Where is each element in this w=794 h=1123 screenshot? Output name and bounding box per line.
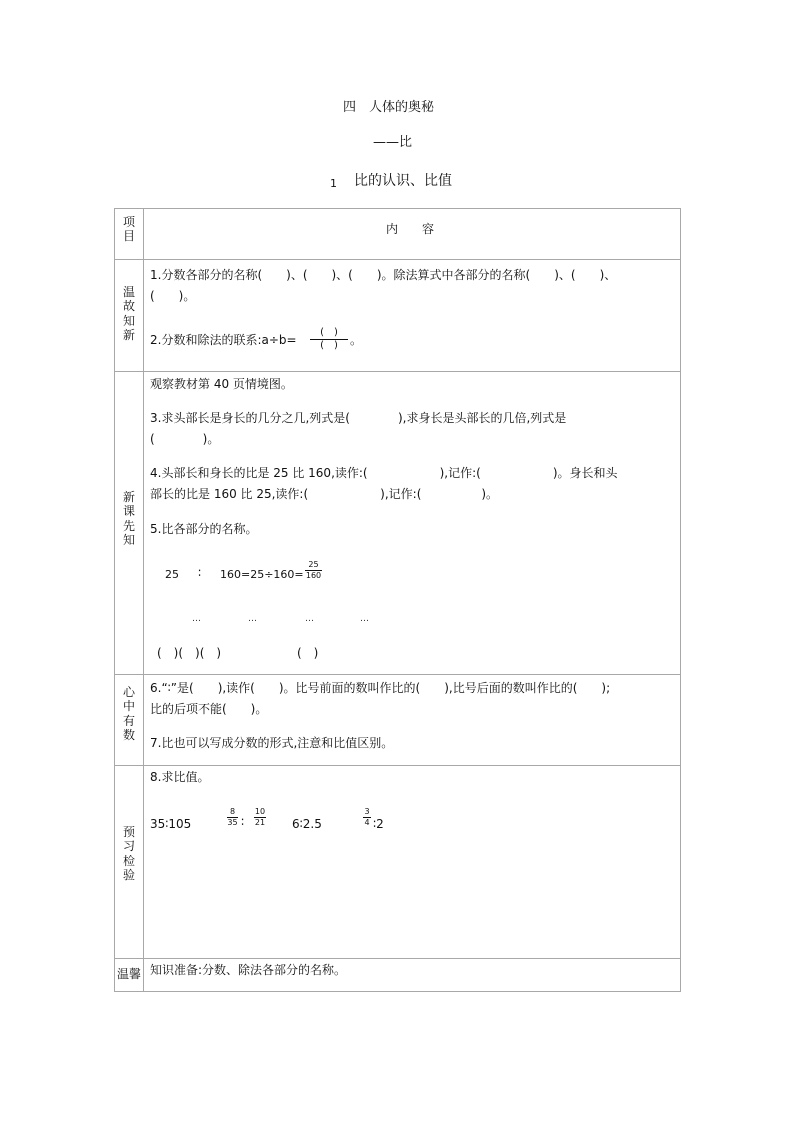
- section-label-review: 温 故 知 新: [122, 285, 135, 343]
- subtitle: ——比: [373, 135, 413, 150]
- ratio-fraction: [305, 561, 322, 580]
- question-7: 7.比也可以写成分数的形式,注意和比值区别。: [150, 736, 394, 750]
- question-4-line1: 4.头部长和身长的比是 25 比 160,读作:( ),记作:( )。身长和头: [150, 466, 618, 480]
- lesson-number: 1: [330, 177, 337, 190]
- leader-dots-3: …: [305, 614, 316, 624]
- question-1-line1: 1.分数各部分的名称( )、( )、( )。除法算式中各部分的名称( )、( )、: [150, 268, 617, 282]
- leader-dots-2: …: [248, 614, 259, 624]
- leader-dots-4: …: [360, 614, 371, 624]
- fraction-denominator: 35: [227, 818, 238, 827]
- answer-blanks-left: ( )( )( ): [157, 646, 222, 660]
- fraction-denominator: 4: [364, 818, 370, 827]
- exercise-1: 35∶105: [150, 817, 192, 831]
- question-2-suffix: 。: [350, 333, 363, 347]
- section-label-tip: 温馨: [116, 967, 141, 981]
- intro-line: 观察教材第 40 页情境图。: [150, 377, 293, 391]
- section-label-mind: 心 中 有 数: [122, 685, 135, 743]
- fraction-numerator: 3: [364, 807, 370, 816]
- exercise-2-fraction-a: [227, 808, 238, 827]
- fraction-numerator: 25: [308, 560, 319, 569]
- question-3-line2: ( )。: [150, 432, 220, 446]
- leader-dots-1: …: [192, 614, 203, 624]
- fraction-numerator: 10: [254, 807, 266, 816]
- question-1-line2: ( )。: [150, 289, 196, 303]
- exercise-3: 6∶2.5: [292, 817, 322, 831]
- exercise-4-rest: ∶2: [373, 817, 384, 831]
- fraction-numerator: 8: [229, 807, 236, 816]
- ratio-equation: 160=25÷160=: [220, 568, 304, 581]
- header-col-content: 内 容: [386, 222, 435, 236]
- question-4-line2: 部长的比是 160 比 25,读作:( ),记作:( )。: [150, 487, 499, 501]
- ratio-term-a: 25: [165, 568, 179, 581]
- fraction-denominator: 160: [305, 571, 322, 580]
- question-8: 8.求比值。: [150, 770, 210, 784]
- exercise-2-fraction-b: [254, 808, 266, 827]
- exercise-2-colon: ∶: [241, 815, 245, 829]
- fraction-numerator: ( ): [320, 327, 338, 338]
- unit-title: 四 人体的奥秘: [343, 100, 435, 115]
- question-2-prefix: 2.分数和除法的联系:a÷b=: [150, 333, 297, 347]
- fraction-denominator: 21: [254, 818, 266, 827]
- question-6-line1: 6.“∶”是( ),读作( )。比号前面的数叫作比的( ),比号后面的数叫作比的( );: [150, 681, 611, 695]
- tip-text: 知识准备:分数、除法各部分的名称。: [150, 963, 347, 977]
- exercise-4-fraction: [363, 808, 371, 827]
- question-2-fraction: [310, 328, 348, 351]
- question-6-line2: 比的后项不能( )。: [150, 702, 268, 716]
- ratio-colon: ∶: [198, 566, 202, 580]
- section-label-check: 预 习 检 验: [122, 825, 135, 883]
- lesson-title: 比的认识、比值: [354, 173, 452, 189]
- header-col-item: 项 目: [122, 215, 135, 244]
- fraction-denominator: ( ): [320, 340, 338, 351]
- section-label-new-lesson: 新 课 先 知: [122, 490, 135, 548]
- answer-blank-right: ( ): [297, 646, 319, 660]
- question-3-line1: 3.求头部长是身长的几分之几,列式是( ),求身长是头部长的几倍,列式是: [150, 411, 567, 425]
- question-5: 5.比各部分的名称。: [150, 522, 258, 536]
